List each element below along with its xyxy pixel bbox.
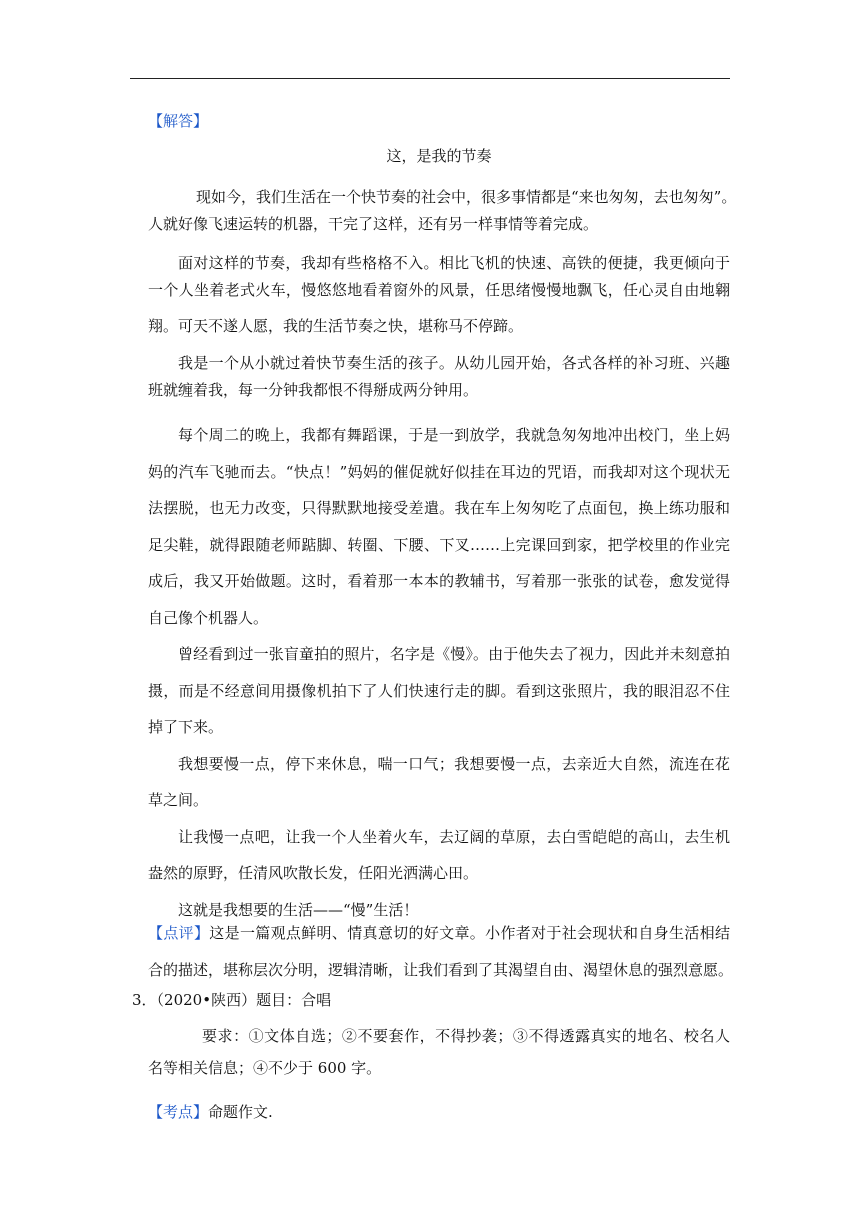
comment-line-1 xyxy=(148,921,730,945)
essay-line: 现如今，我们生活在一个快节奏的社会中，很多事情都是“来也匆匆，去也匆匆”。 xyxy=(196,188,737,206)
q3-header: 3．（2020•陕西）题目：合唱 xyxy=(132,991,332,1009)
essay-title: 这，是我的节奏 xyxy=(386,147,492,165)
essay-line: 翔。可天不遂人愿，我的生活节奏之快，堪称马不停蹄。 xyxy=(148,317,524,335)
answer-tag: 【解答】 xyxy=(148,112,209,130)
essay-line: 人就好像飞速运转的机器，干完了这样，还有另一样事情等着完成。 xyxy=(148,215,599,233)
essay-line: 成后，我又开始做题。这时，看着那一本本的教辅书，写着那一张张的试卷，愈发觉得 xyxy=(148,572,730,590)
essay-line: 这就是我想要的生活——“慢”生活！ xyxy=(178,901,419,919)
answer-label xyxy=(148,109,730,133)
essay-line: 足尖鞋，就得跟随老师踮脚、转圈、下腰、下叉……上完课回到家，把学校里的作业完 xyxy=(148,536,730,554)
essay-line: 摄，而是不经意间用摄像机拍下了人们快速行走的脚。看到这张照片，我的眼泪忍不住 xyxy=(148,682,730,700)
comment-text-1: 这是一篇观点鲜明、情真意切的好文章。小作者对于社会现状和自身生活相结 xyxy=(209,924,730,942)
essay-line: 我想要慢一点，停下来休息，喘一口气；我想要慢一点，去亲近大自然，流连在花 xyxy=(178,755,730,773)
kaodian-line xyxy=(148,1100,730,1124)
kaodian-tag: 【考点】 xyxy=(148,1103,209,1121)
essay-line: 我是一个从小就过着快节奏生活的孩子。从幼儿园开始，各式各样的补习班、兴趣 xyxy=(178,354,730,372)
q3-requirement-2: 名等相关信息；④不少于 600 字。 xyxy=(148,1059,382,1077)
essay-line: 面对这样的节奏，我却有些格格不入。相比飞机的快速、高铁的便捷，我更倾向于 xyxy=(178,254,730,272)
q3-requirement-1: 要求：①文体自选；②不要套作，不得抄袭；③不得透露真实的地名、校名人 xyxy=(202,1027,730,1045)
comment-line-2: 合的描述，堪称层次分明，逻辑清晰，让我们看到了其渴望自由、渴望休息的强烈意愿。 xyxy=(148,961,734,979)
essay-line: 盎然的原野，任清风吹散长发，任阳光洒满心田。 xyxy=(148,864,479,882)
header-rule xyxy=(130,78,730,79)
essay-line: 让我慢一点吧，让我一个人坐着火车，去辽阔的草原，去白雪皑皑的高山，去生机 xyxy=(178,828,730,846)
comment-tag: 【点评】 xyxy=(148,924,210,942)
kaodian-text: 命题作文. xyxy=(208,1103,273,1121)
essay-line: 每个周二的晚上，我都有舞蹈课，于是一到放学，我就急匆匆地冲出校门，坐上妈 xyxy=(178,426,730,444)
essay-line: 草之间。 xyxy=(148,791,209,809)
essay-line: 掉了下来。 xyxy=(148,718,224,736)
essay-line: 曾经看到过一张盲童拍的照片，名字是《慢》。由于他失去了视力，因此并未刻意拍 xyxy=(178,645,730,663)
essay-line: 班就缠着我，每一分钟我都恨不得掰成两分钟用。 xyxy=(148,381,479,399)
essay-line: 自己像个机器人。 xyxy=(148,609,269,627)
essay-line: 妈的汽车飞驰而去。“快点！”妈妈的催促就好似挂在耳边的咒语，而我却对这个现状无 xyxy=(148,463,730,481)
essay-line: 一个人坐着老式火车，慢悠悠地看着窗外的风景，任思绪慢慢地飘飞，任心灵自由地翱 xyxy=(148,281,730,299)
essay-line: 法摆脱，也无力改变，只得默默地接受差遣。我在车上匆匆吃了点面包，换上练功服和 xyxy=(148,499,730,517)
